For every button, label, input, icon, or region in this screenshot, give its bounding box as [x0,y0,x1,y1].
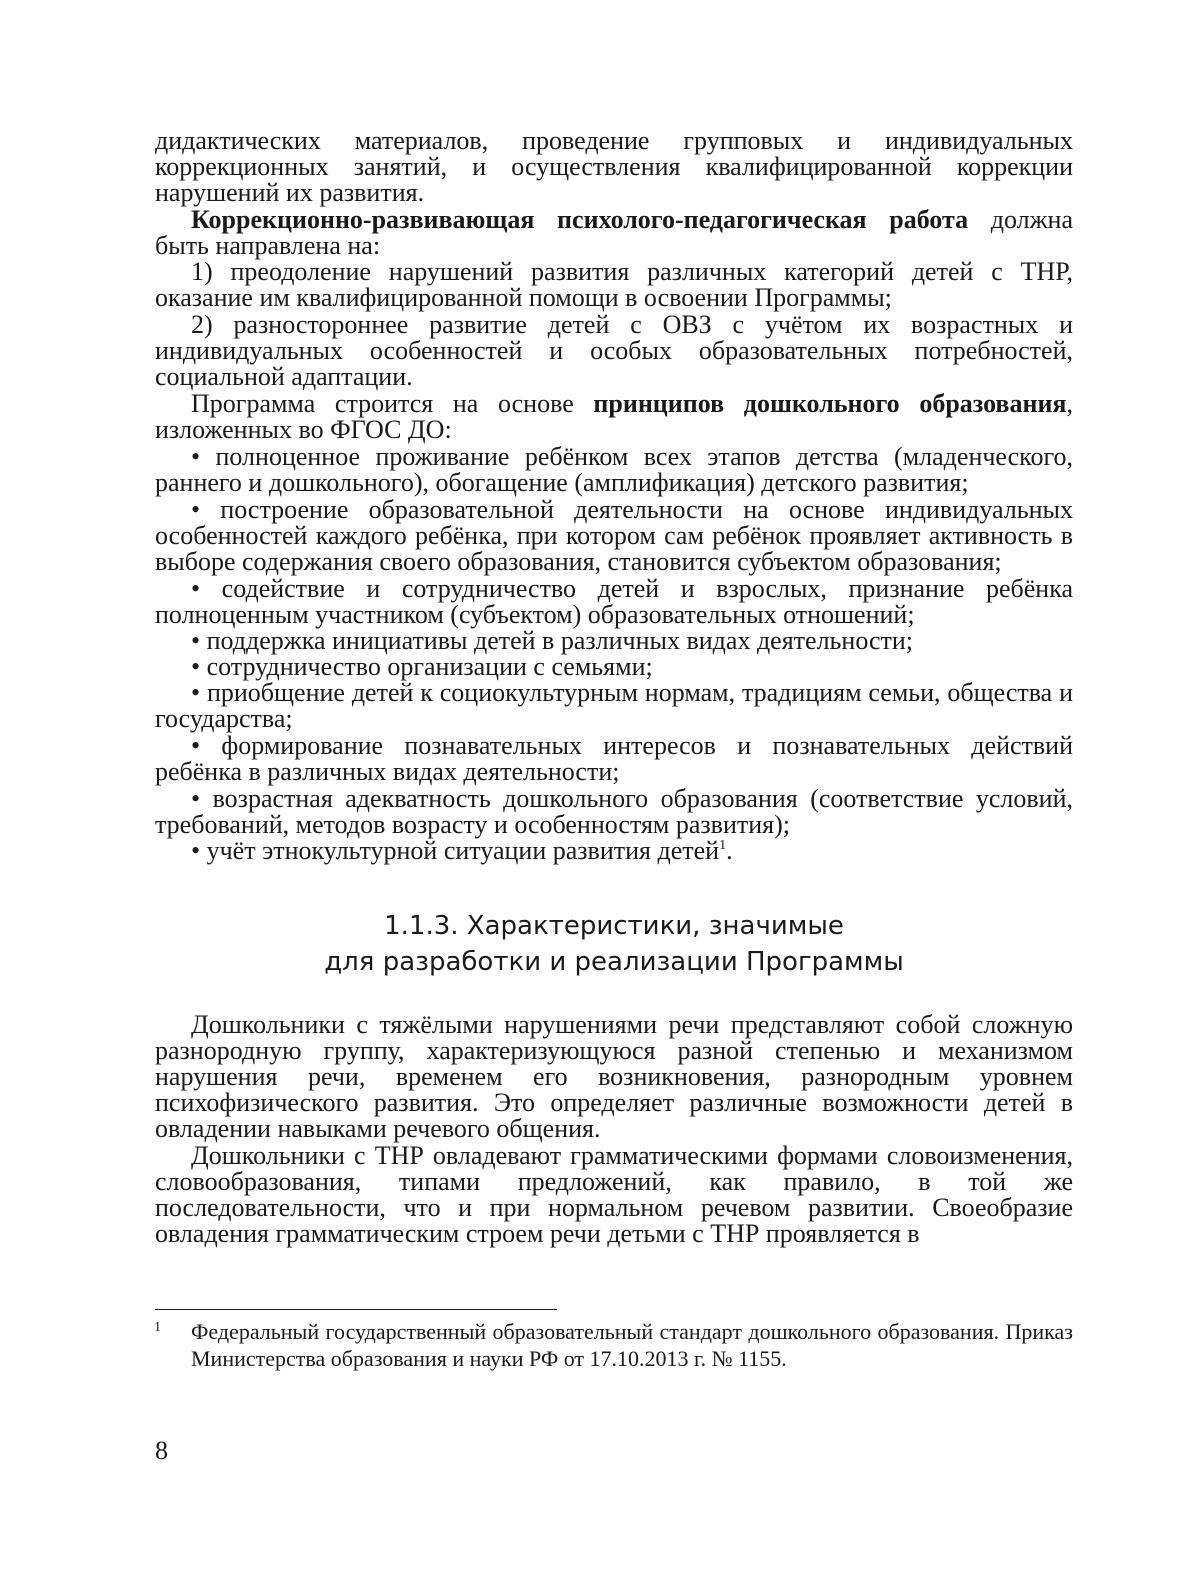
main-text [155,128,1073,1247]
bullet-item: • полноценное проживание ребёнком всех этапов детства (младенческого, раннего и дошкольного), обогащение (амплификация) детского развития; [155,442,1073,497]
bullet-item: • формирование познавательных интересов и познавательных действий ребёнка в различных видах деятельности; [155,731,1073,786]
numbered-item-1: 1) преодоление нарушений развития различных категорий детей с ТНР, оказание им квалифицированной помощи в освоении Программы; [155,257,1073,312]
bold-term: принципов дошкольного образования [593,389,1067,418]
section-heading [155,908,1073,980]
bullet-item: • приобщение детей к социокультурным нормам, традициям семьи, общества и государства; [155,678,1073,733]
footnote-text: Федеральный государственный образовательный стандарт дошкольного образования. Приказ Министерства образования и науки РФ от 17.10.2013 г. № 1155. [191,1319,1073,1371]
bullet-item: • сотрудничество организации с семьями; [191,652,653,681]
paragraph-preschoolers: Дошкольники с тяжёлыми нарушениями речи представляют собой сложную разнородную группу, характеризующуюся разной степенью и механизмом нарушения речи, временем его возникновения, разнородным уровнем психофизического развития. Это определяет различные возможности детей в овладении навыками речевого общения. [155,1010,1073,1143]
paragraph-grammar: Дошкольники с ТНР овладевают грамматическими формами словоизменения, словообразования, типами предложений, как правило, в той же последовательности, что и при нормальном речевом развитии. Своеобразие овладения грамматическим строем речи детьми с ТНР проявляется в [155,1141,1073,1248]
bullet-item: • содействие и сотрудничество детей и взрослых, признание ребёнка полноценным участником (субъектом) образовательных отношений; [155,574,1073,629]
paragraph-correction-work [155,207,1073,259]
bold-term: Коррекционно-развивающая психолого-педагогическая работа [191,205,969,234]
footnote-reference[interactable]: 1 [719,838,727,853]
bullet-item: • построение образовательной деятельности на основе индивидуальных особенностей каждого ребёнка, при котором сам ребёнок проявляет активность в выборе содержания своего образования, становится субъектом образования; [155,495,1073,576]
footnote-mark: 1 [154,1320,161,1335]
footnote [154,1318,1073,1372]
footnote-divider [155,1309,557,1310]
bullet-text: • учёт этнокультурной ситуации развития детей [191,836,720,865]
numbered-item-2: 2) разностороннее развитие детей с ОВЗ с учётом их возрастных и индивидуальных особенностей и особых образовательных потребностей, социальной адаптации. [155,310,1073,391]
paragraph-text: должна быть направлена на: [155,205,1074,260]
paragraph-text: , изложенных во ФГОС ДО: [155,389,1073,444]
section-heading-line-2: для разработки и реализации Программы [324,947,904,977]
bullet-item: • поддержка инициативы детей в различных видах деятельности; [191,626,914,655]
section-heading-line-1: 1.1.3. Характеристики, значимые [384,911,844,941]
bullet-item: • возрастная адекватность дошкольного образования (соответствие условий, требований, методов возрасту и особенностям развития); [155,784,1073,839]
bullet-end: . [726,836,733,865]
paragraph-principles [155,391,1073,443]
paragraph-text: Программа строится на основе [191,389,594,418]
bullet-item-last [155,838,1073,864]
paragraph-continuation: дидактических материалов, проведение групповых и индивидуальных коррекционных занятий, и осуществления квалифицированной коррекции нарушений их развития. [155,126,1073,207]
page-number: 8 [155,1436,168,1465]
